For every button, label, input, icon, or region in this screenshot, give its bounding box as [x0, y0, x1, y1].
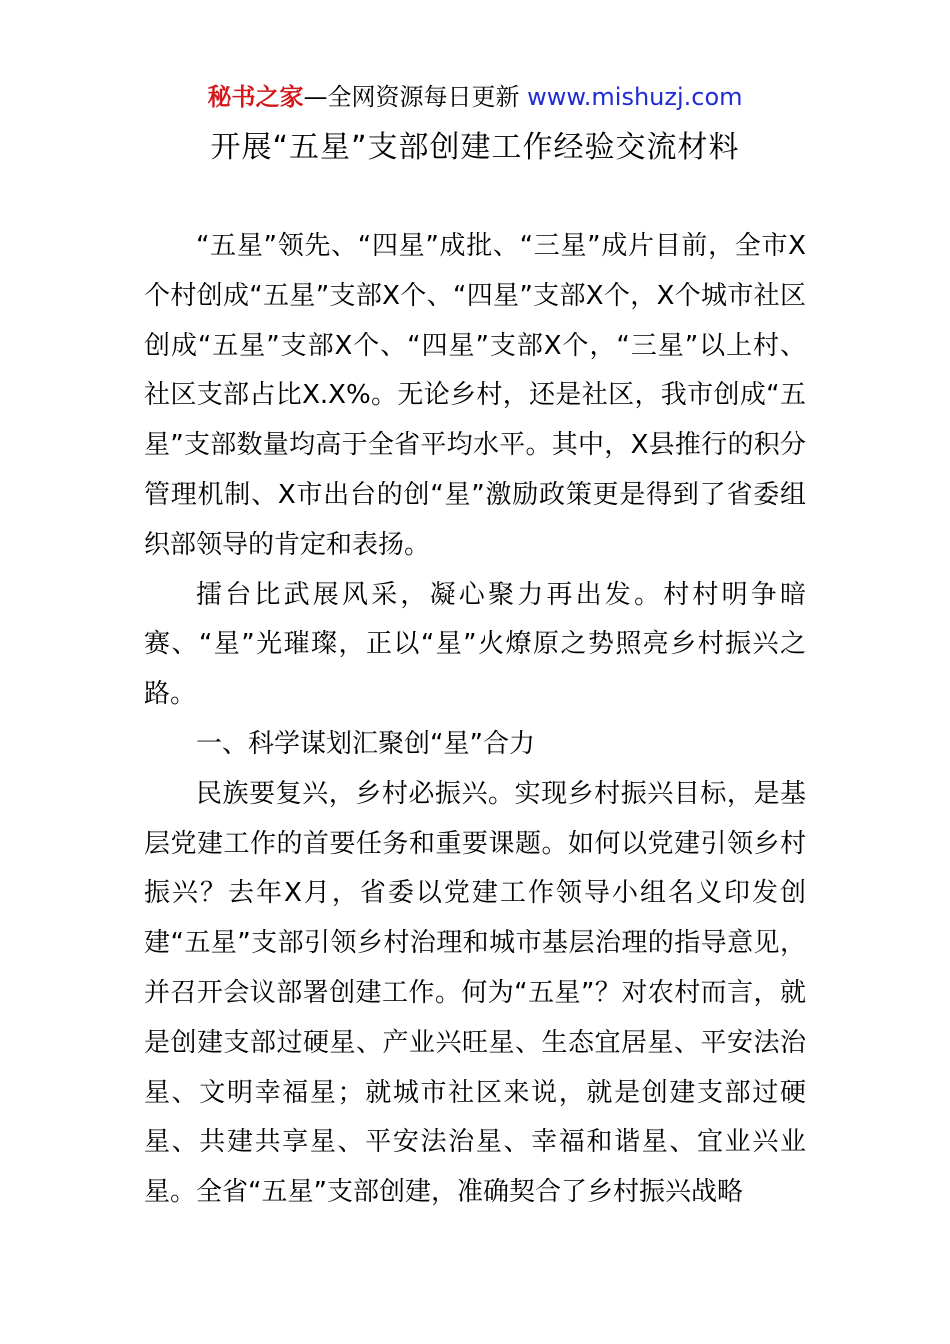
document-title: 开展“五星”支部创建工作经验交流材料: [210, 130, 740, 165]
site-header: [0, 80, 950, 114]
paragraph-intro: “五星”领先、“四星”成批、“三星”成片目前，全市X个村创成“五星”支部X个、“四星”支部X个，X个城市社区创成“五星”支部X个、“四星”支部X个，“三星”以上村、社区支部占比X.X%。无论乡村，还是社区，我市创成“五星”支部数量均高于全省平均水平。其中，X县推行的积分管理机制、X市出台的创“星”激励政策更是得到了省委组织部领导的肯定和表扬。: [144, 231, 806, 560]
header-tagline: —全网资源每日更新: [303, 83, 520, 111]
document-body: [144, 222, 806, 1218]
paragraph-summary: 擂台比武展风采，凝心聚力再出发。村村明争暗赛、“星”光璀璨，正以“星”火燎原之势照亮乡村振兴之路。: [144, 579, 806, 710]
paragraph-section-1: 民族要复兴，乡村必振兴。实现乡村振兴目标，是基层党建工作的首要任务和重要课题。如何以党建引领乡村振兴？去年X月，省委以党建工作领导小组名义印发创建“五星”支部引领乡村治理和城市基层治理的指导意见，并召开会议部署创建工作。何为“五星”？对农村而言，就是创建支部过硬星、产业兴旺星、生态宜居星、平安法治星、文明幸福星；就城市社区来说，就是创建支部过硬星、共建共享星、平安法治星、幸福和谐星、宜业兴业星。全省“五星”支部创建，准确契合了乡村振兴战略: [144, 778, 806, 1208]
section-heading-1: 一、科学谋划汇聚创“星”合力: [196, 728, 535, 759]
brand-name: 秘书之家: [207, 83, 304, 111]
site-url-link[interactable]: www.mishuzj.com: [527, 83, 743, 111]
